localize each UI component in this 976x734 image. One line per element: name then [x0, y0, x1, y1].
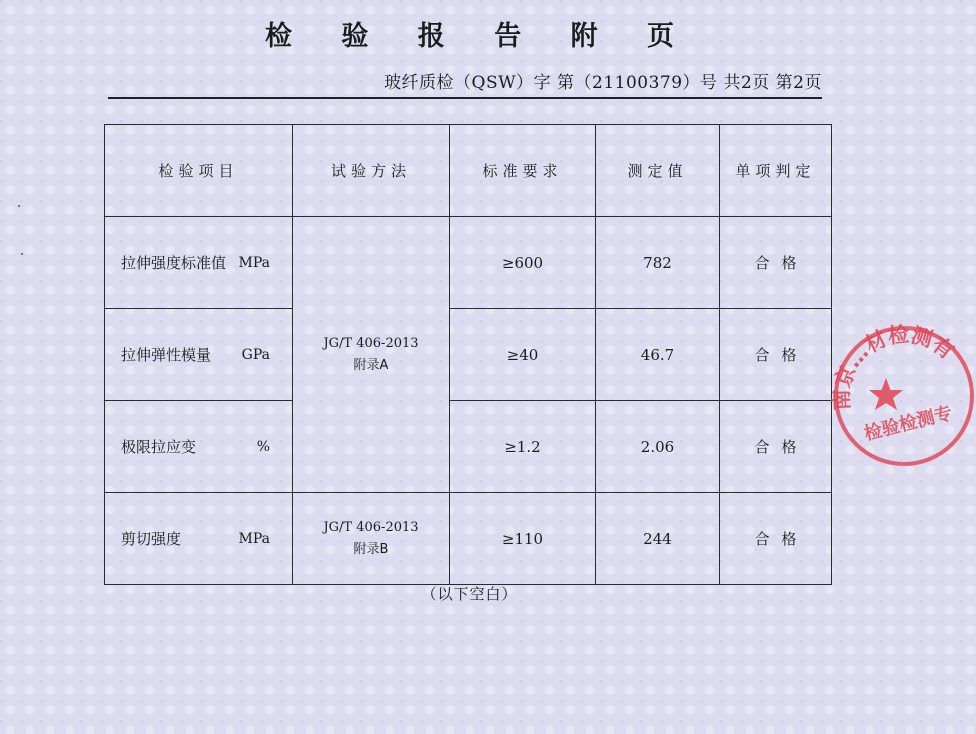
inspection-table: [104, 124, 832, 585]
method-standard: JG/T 406-2013: [323, 335, 419, 351]
value-cell: 46.7: [596, 309, 720, 401]
requirement-cell: ≥40: [450, 309, 596, 401]
item-cell: [105, 493, 293, 585]
method-cell: [293, 493, 450, 585]
requirement-cell: ≥600: [450, 217, 596, 309]
header-value: 测定值: [596, 125, 720, 217]
seal-arc-text: 南京…材检测有: [829, 322, 959, 411]
verdict-cell: 合格: [720, 217, 832, 309]
table-row: [105, 401, 832, 493]
item-name: 剪切强度: [121, 530, 182, 548]
speck: [18, 205, 20, 207]
value-cell: 244: [596, 493, 720, 585]
official-seal-stamp: [826, 318, 976, 468]
item-name: 拉伸弹性模量: [121, 346, 212, 364]
item-cell: [105, 309, 293, 401]
value-cell: 782: [596, 217, 720, 309]
method-cell: [293, 217, 450, 493]
header-divider: [108, 97, 822, 99]
table-row: [105, 309, 832, 401]
requirement-cell: ≥1.2: [450, 401, 596, 493]
item-name: 极限拉应变: [121, 438, 197, 456]
verdict-cell: 合格: [720, 493, 832, 585]
method-annex: 附录A: [353, 357, 389, 373]
table-row: [105, 217, 832, 309]
verdict-cell: 合格: [720, 401, 832, 493]
method-annex: 附录B: [353, 541, 389, 557]
table-header-row: [105, 125, 832, 217]
report-number: 玻纤质检（QSW）字 第（21100379）号 共2页 第2页: [384, 73, 822, 93]
header-item: 检验项目: [105, 125, 293, 217]
item-unit: MPa: [238, 530, 270, 547]
item-cell: [105, 217, 293, 309]
seal-star-icon: [869, 378, 903, 410]
item-cell: [105, 401, 293, 493]
blank-below-note: （以下空白）: [421, 585, 518, 603]
verdict-cell: 合格: [720, 309, 832, 401]
item-unit: MPa: [238, 254, 270, 271]
page-title: 检 验 报 告 附 页: [265, 21, 694, 52]
item-unit: %: [256, 438, 270, 455]
speck: [21, 253, 23, 255]
value-cell: 2.06: [596, 401, 720, 493]
item-name: 拉伸强度标准值: [121, 254, 227, 272]
table-row: [105, 493, 832, 585]
header-method: 试验方法: [293, 125, 450, 217]
method-standard: JG/T 406-2013: [323, 519, 419, 535]
seal-lower-text: 检验检测专: [862, 402, 955, 445]
header-verdict: 单项判定: [720, 125, 832, 217]
header-requirement: 标准要求: [450, 125, 596, 217]
requirement-cell: ≥110: [450, 493, 596, 585]
item-unit: GPa: [241, 346, 270, 363]
